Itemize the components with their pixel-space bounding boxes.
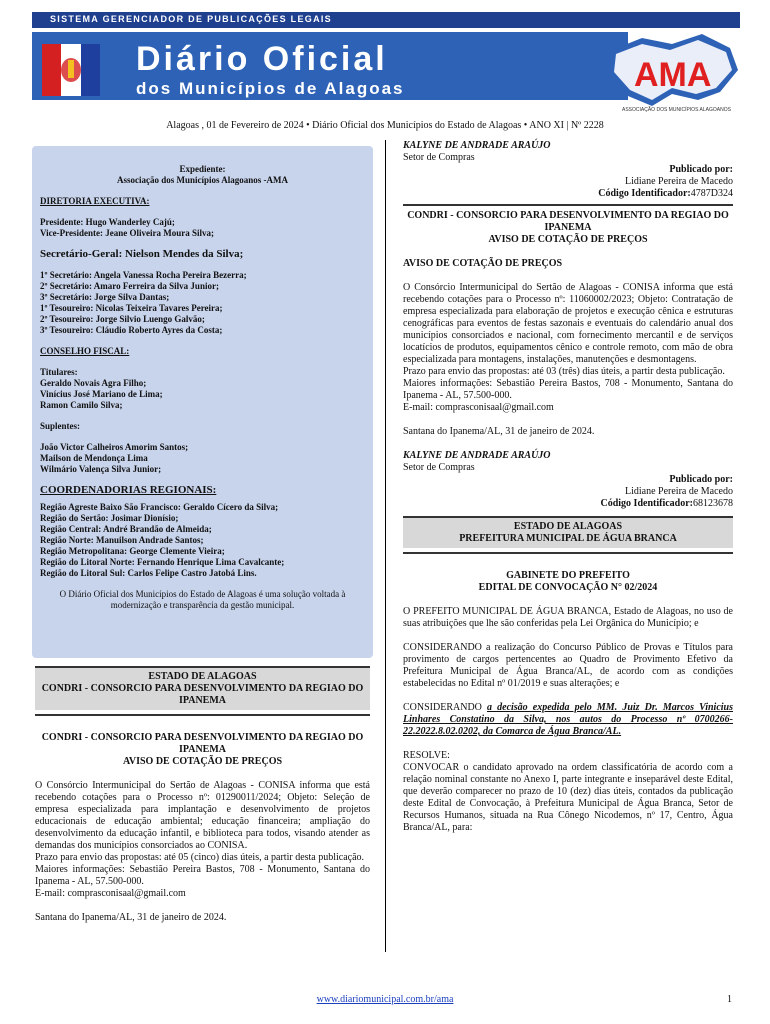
masthead-band-text: SISTEMA GERENCIADOR DE PUBLICAÇÕES LEGAIS: [50, 14, 332, 24]
vice-presidente: Vice-Presidente: Jeane Oliveira Moura Silva;: [40, 228, 214, 238]
published-by-name: Lidiane Pereira de Macedo: [624, 486, 733, 497]
coord-item: Região do Litoral Norte: Fernando Henrique Lima Cavalcante;: [40, 557, 285, 567]
signer-role: Setor de Compras: [403, 462, 475, 473]
section-entity: PREFEITURA MUNICIPAL DE ÁGUA BRANCA: [459, 533, 677, 544]
act-prazo: Prazo para envio das propostas: até 03 (três) dias úteis, a partir desta publicação.: [403, 366, 725, 377]
titulares-label: Titulares:: [40, 367, 78, 377]
masthead: [32, 12, 740, 113]
act-info: Maiores informações: Sebastião Pereira Bastos, 708 - Monumento, Santana do Ipanema - AL, 57.500-000.: [35, 864, 370, 887]
masthead-band: [32, 12, 740, 28]
act-date: Santana do Ipanema/AL, 31 de janeiro de 2024.: [403, 426, 595, 437]
officer-item: 1º Secretário: Angela Vanessa Rocha Pereira Bezerra;: [40, 270, 247, 280]
coordenadorias-heading: COORDENADORIAS REGIONAIS:: [40, 484, 217, 496]
identifier-value: 4787D324: [690, 188, 733, 199]
edital-paragraph: O PREFEITO MUNICIPAL DE ÁGUA BRANCA, Estado de Alagoas, no uso de suas atribuições que lhe são conferidas pela Lei Orgânica do Município; e: [403, 606, 733, 629]
coord-item: Região Central: André Brandão de Almeida;: [40, 524, 212, 534]
expediente-org: Associação dos Municípios Alagoanos -AMA: [116, 175, 288, 185]
masthead-subtitle: dos Municípios de Alagoas: [136, 79, 405, 98]
expediente-note: O Diário Oficial dos Municípios do Estado de Alagoas é uma solução voltada à modernização e transparência da gestão municipal.: [59, 589, 346, 610]
section-header-agua-branca: [403, 516, 733, 548]
act-title: CONDRI - CONSORCIO PARA DESENVOLVIMENTO DA REGIAO DO IPANEMA: [41, 732, 364, 755]
section-header-condri: [35, 666, 370, 710]
conselho-heading: CONSELHO FISCAL:: [40, 346, 130, 356]
coord-item: Região do Litoral Sul: Carlos Felipe Castro Jatobá Lins.: [40, 568, 257, 578]
gabinete-title: GABINETE DO PREFEITO: [506, 570, 630, 581]
coord-item: Região Metropolitana: George Clemente Vieira;: [40, 546, 225, 556]
dateline: Alagoas , 01 de Fevereiro de 2024 • Diário Oficial dos Municípios do Estado de Alagoas • ANO XI | Nº 2228: [166, 120, 604, 131]
act-title: CONDRI - CONSORCIO PARA DESENVOLVIMENTO DA REGIAO DO IPANEMA: [407, 210, 729, 233]
act-email: E-mail: comprasconisaal@gmail.com: [403, 402, 554, 413]
act-prazo: Prazo para envio das propostas: até 05 (cinco) dias úteis, a partir desta publicação.: [35, 852, 365, 863]
left-column: [35, 660, 370, 924]
published-by-name: Lidiane Pereira de Macedo: [624, 176, 733, 187]
court-decision: a decisão expedida pelo MM. Juiz Dr. Marcos Vinicius Linhares Constatino da Silva, nos autos do Processo nº 0700266-22.2022.8.02.0202, da Comarca de Água Branca/AL.: [403, 702, 733, 737]
suplente-item: João Victor Calheiros Amorim Santos;: [40, 442, 189, 452]
act-subtitle: AVISO DE COTAÇÃO DE PREÇOS: [122, 756, 283, 767]
signer-name: KALYNE DE ANDRADE ARAÚJO: [403, 140, 551, 151]
ama-logo-caption: ASSOCIAÇÃO DOS MUNICÍPIOS ALAGOANOS: [622, 107, 731, 113]
coord-item: Região do Sertão: Josimar Dionísio;: [40, 513, 179, 523]
considerando-lead: CONSIDERANDO: [403, 702, 488, 713]
published-by-label: Publicado por:: [669, 474, 733, 485]
act-body: O Consórcio Intermunicipal do Sertão de Alagoas - CONISA informa que está recebendo cotações para o Processo nº: 11060002/2023; Objeto: Contratação de empresa especializada para elaboração de projetos e execução cênica e estruturas cenográficas para eventos de festas sazonais e eventuais do calendário anual dos municípios consorciados e nacional, com fornecimento mercantil e de serviços locatícios de produtos, equipamentos cênico e controle remoto, com mão de obra especializada para montagens, instalações, manutenções e desmontagens.: [403, 282, 733, 365]
section-state: ESTADO DE ALAGOAS: [148, 671, 257, 682]
suplente-item: Mailson de Mendonça Lima: [40, 453, 148, 463]
officer-item: 3º Tesoureiro: Cláudio Roberto Ayres da Costa;: [40, 325, 223, 335]
identifier-label: Código Identificador:: [598, 188, 691, 199]
edital-paragraph: CONVOCAR o candidato aprovado na ordem classificatória de acordo com a relação nominal constante no Anexo I, parte integrante e inseparável deste Edital, que deverão comparecer no prazo de 10 (dez) dias úteis, contados da publicação deste Edital de Convocação, à Prefeitura Municipal de Água Branca, Setor de Recursos Humanos, situada na Rua Cônego Nicodemos, nº 17, Centro, Água Branca/AL, para:: [403, 762, 733, 833]
officer-item: 3º Secretário: Jorge Silva Dantas;: [40, 292, 170, 302]
ama-logo-text: AMA: [634, 56, 712, 94]
act-email: E-mail: comprasconisaal@gmail.com: [35, 888, 186, 899]
masthead-main: [32, 32, 628, 100]
right-column: [403, 140, 733, 834]
act-date: Santana do Ipanema/AL, 31 de janeiro de 2024.: [35, 912, 227, 923]
section-rule: [35, 714, 370, 716]
act-subtitle: AVISO DE COTAÇÃO DE PREÇOS: [488, 234, 648, 245]
officer-item: 2º Secretário: Amaro Ferreira da Silva Junior;: [40, 281, 219, 291]
coord-item: Região Norte: Manuilson Andrade Santos;: [40, 535, 204, 545]
identifier-value: 68123678: [693, 498, 733, 509]
secretario-geral: Secretário-Geral: Nielson Mendes da Silva;: [40, 248, 244, 260]
titular-item: Ramon Camilo Silva;: [40, 400, 123, 410]
diretoria-heading: DIRETORIA EXECUTIVA:: [40, 196, 150, 206]
signer-name: KALYNE DE ANDRADE ARAÚJO: [403, 450, 551, 461]
page-number: 1: [727, 994, 732, 1005]
identifier-code: [403, 188, 733, 200]
act-info: Maiores informações: Sebastião Pereira Bastos, 708 - Monumento, Santana do Ipanema - AL, 57.500-000.: [403, 378, 733, 401]
officer-item: 2º Tesoureiro: Jorge Silvio Luengo Galvão;: [40, 314, 205, 324]
identifier-code: [403, 498, 733, 510]
presidente: Presidente: Hugo Wanderley Cajú;: [40, 217, 175, 227]
footer-link[interactable]: www.diariomunicipal.com.br/ama: [316, 994, 454, 1005]
expediente-box: [32, 146, 373, 658]
act-body: O Consórcio Intermunicipal do Sertão de Alagoas - CONISA informa que está recebendo cotações para o Processo nº: 01290011/2024; Objeto: Seleção de empresa especializada para implantação e desenvolvimento de projetos educacionais de educação ambiental; educação financeira; ampliação do desenvolvimento da educação infantil, e biblioteca para todos, visando atender as demandas dos municípios consorciados ao CONISA.: [35, 780, 370, 851]
titular-item: Geraldo Novais Agra Filho;: [40, 378, 147, 388]
expediente-title: Expediente:: [179, 164, 226, 174]
published-by-label: Publicado por:: [669, 164, 733, 175]
section-rule: [403, 204, 733, 206]
titular-item: Vinícius José Mariano de Lima;: [40, 389, 163, 399]
section-state: ESTADO DE ALAGOAS: [513, 521, 623, 532]
resolve-label: RESOLVE:: [403, 750, 450, 761]
act-heading: AVISO DE COTAÇÃO DE PREÇOS: [403, 258, 563, 269]
identifier-label: Código Identificador:: [600, 498, 693, 509]
masthead-title: Diário Oficial: [136, 40, 388, 78]
section-entity: CONDRI - CONSORCIO PARA DESENVOLVIMENTO DA REGIAO DO IPANEMA: [41, 683, 364, 706]
edital-title: EDITAL DE CONVOCAÇÃO N° 02/2024: [478, 582, 658, 593]
coord-item: Região Agreste Baixo São Francisco: Geraldo Cícero da Silva;: [40, 502, 279, 512]
alagoas-flag-icon: [42, 44, 100, 96]
officer-item: 1º Tesoureiro: Nicolas Teixeira Tavares Pereira;: [40, 303, 223, 313]
suplentes-label: Suplentes:: [40, 421, 81, 431]
suplente-item: Wilmário Valença Silva Junior;: [40, 464, 162, 474]
ama-logo: [602, 30, 742, 118]
edital-paragraph: CONSIDERANDO a realização do Concurso Público de Provas e Títulos para provimento de cargos pertencentes ao Quadro de Provimento Efetivo da Prefeitura Municipal de Água Branca/AL, de acordo com as condições estabelecidas no Edital nº 01/2019 e suas alterações; e: [403, 642, 733, 689]
section-rule: [403, 552, 733, 554]
edital-paragraph: [403, 702, 733, 738]
signer-role: Setor de Compras: [403, 152, 475, 163]
column-divider: [385, 140, 386, 952]
